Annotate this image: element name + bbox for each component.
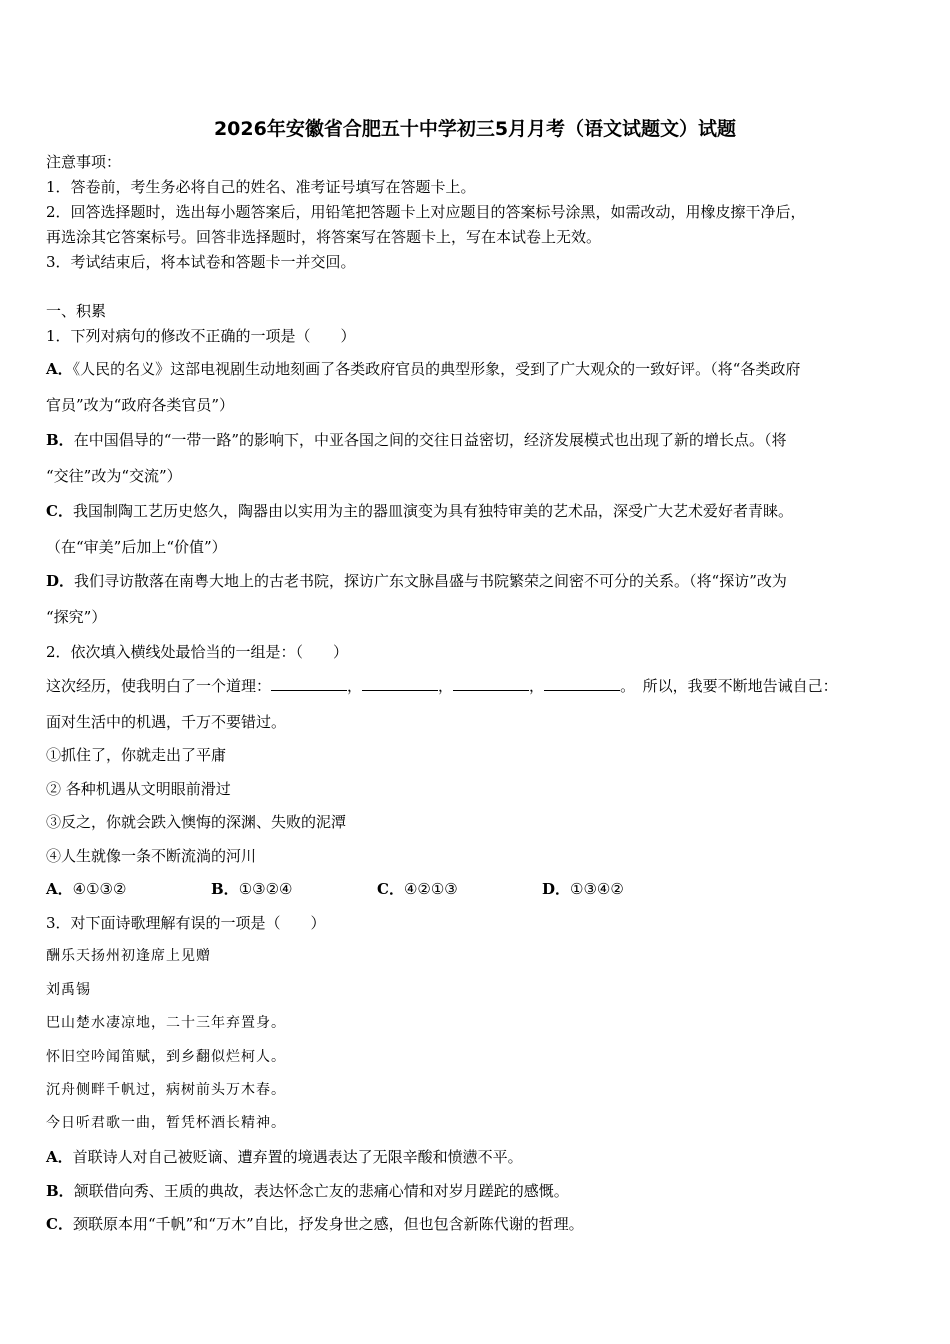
question-2-option-b [211,879,292,899]
option-d-text-2: “探究”） [46,608,107,626]
notice-item-1: 1．答卷前，考生务必将自己的姓名、准考证号填写在答题卡上。 [46,178,476,196]
question-2-stem: 2．依次填入横线处最恰当的一组是：（ ） [46,643,349,661]
question-2-option-d [542,879,624,899]
option-a-text-1: 《人民的名义》这部电视剧生动地刻画了各类政府官员的典型形象，受到了广大观众的一致好评。（将“各类政府 [72,360,801,378]
option-b-label: B． [211,880,239,898]
notice-item-2-line-1: 2．回答选择题时，选出每小题答案后，用铅笔把答题卡上对应题目的答案标号涂黑，如需改动，用橡皮擦干净后， [46,203,806,221]
page-title: 2026年安徽省合肥五十中学初三5月月考（语文试题文）试题 [213,118,737,140]
option-b-text: ①③②④ [238,880,293,898]
question-2-option-c [377,879,458,899]
blank-2 [362,676,438,691]
option-a-label: A． [46,880,73,898]
sentence-item-3: ③反之，你就会跌入懊悔的深渊、失败的泥潭 [46,813,347,831]
option-d-text: ①③④② [570,880,624,898]
option-c-text: 颈联原本用“千帆”和“万木”自比，抒发身世之感，但也包含新陈代谢的哲理。 [72,1215,584,1233]
question-1-option-a [46,359,800,379]
poem-title: 酬乐天扬州初逢席上见赠 [46,948,211,964]
question-3-stem: 3．对下面诗歌理解有误的一项是（ ） [46,914,326,932]
question-2-option-a [46,879,126,899]
blank-3 [453,676,529,691]
section-heading: 一、积累 [46,302,107,320]
passage-text-a: 这次经历，使我明白了一个道理： [46,677,272,695]
sentence-item-4: ④人生就像一条不断流淌的河川 [46,847,257,865]
option-a-label: A． [46,360,73,378]
question-3-option-b [46,1181,569,1201]
separator: ， [529,677,545,695]
option-d-text-1: 我们寻访散落在南粤大地上的古老书院，探访广东文脉昌盛与书院繁荣之间密不可分的关系。（将“探访”改为 [74,572,787,590]
option-b-label: B． [46,1182,74,1200]
option-d-label: D． [542,880,571,898]
option-c-text-1: 我国制陶工艺历史悠久，陶器由以实用为主的器皿演变为具有独特审美的艺术品，深受广大艺术爱好者青睐。 [72,502,793,520]
option-c-label: C． [46,502,73,520]
option-c-label: C． [46,1215,73,1233]
notice-item-3: 3．考试结束后，将本试卷和答题卡一并交回。 [46,253,356,271]
option-c-text-2: （在“审美”后加上“价值”） [46,538,227,556]
question-3-option-c [46,1214,584,1234]
separator: ， [347,677,363,695]
poem-line-2: 怀旧空吟闻笛赋，到乡翻似烂柯人。 [46,1049,286,1065]
option-b-text: 颔联借向秀、王质的典故，表达怀念亡友的悲痛心情和对岁月蹉跎的感慨。 [73,1182,569,1200]
passage-end: 。 所以，我要不断地告诫自己： [620,677,838,695]
question-1-option-d [46,571,787,591]
question-2-passage [46,676,838,696]
option-b-label: B． [46,431,74,449]
option-c-label: C． [377,880,404,898]
sentence-item-1: ①抓住了，你就走出了平庸 [46,746,227,764]
blank-1 [271,676,347,691]
passage-text-b: 面对生活中的机遇，千万不要错过。 [46,713,287,731]
poem-line-3: 沉舟侧畔千帆过，病树前头万木春。 [46,1082,286,1098]
option-b-text-2: “交往”改为“交流”） [46,467,182,485]
notice-heading: 注意事项： [46,153,122,171]
question-3-option-a [46,1147,523,1167]
option-a-text-2: 官员”改为“政府各类官员”） [46,396,235,414]
poem-line-4: 今日听君歌一曲，暂凭杯酒长精神。 [46,1115,286,1131]
option-c-text: ④②①③ [403,880,458,898]
blank-4 [544,676,620,691]
question-1-option-b [46,430,787,450]
question-1-stem: 1．下列对病句的修改不正确的一项是（ ） [46,327,356,345]
option-b-text-1: 在中国倡导的“一带一路”的影响下，中亚各国之间的交往日益密切，经济发展模式也出现了新的增长点。（将 [73,431,787,449]
poem-author: 刘禹锡 [46,982,91,998]
option-a-text: ④①③② [72,880,127,898]
separator: ， [438,677,454,695]
notice-item-2-line-2: 再选涂其它答案标号。回答非选择题时，将答案写在答题卡上，写在本试卷上无效。 [46,228,602,246]
option-a-label: A． [46,1148,73,1166]
option-d-label: D． [46,572,75,590]
option-a-text: 首联诗人对自己被贬谪、遭弃置的境遇表达了无限辛酸和愤懑不平。 [72,1148,523,1166]
question-1-option-c [46,501,793,521]
poem-line-1: 巴山楚水凄凉地，二十三年弃置身。 [46,1015,286,1031]
sentence-item-2: ② 各种机遇从文明眼前滑过 [46,780,231,798]
